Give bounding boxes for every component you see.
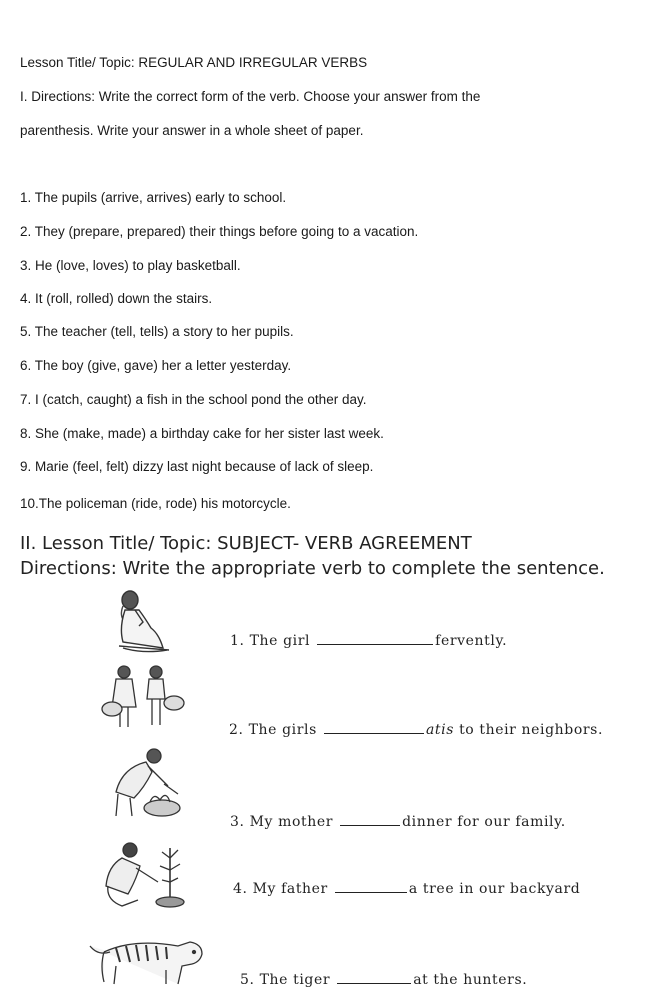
directions-agreement: Directions: Write the appropriate verb to complete the sentence. — [20, 558, 605, 579]
agreement-item-5-end: at the hunters. — [413, 972, 528, 988]
agreement-item-3-end: dinner for our family. — [402, 814, 566, 830]
verb-item-4: 4. It (roll, rolled) down the stairs. — [20, 291, 213, 306]
verb-item-5: 5. The teacher (tell, tells) a story to her pupils. — [20, 324, 294, 339]
lesson-title-agreement: II. Lesson Title/ Topic: SUBJECT- VERB AGREEMENT — [20, 533, 472, 554]
directions-line-2: parenthesis. Write your answer in a whole sheet of paper. — [20, 123, 364, 138]
answer-blank-3[interactable] — [340, 813, 400, 826]
agreement-item-4-end: a tree in our backyard — [408, 881, 581, 897]
agreement-item-1-end: fervently. — [435, 633, 508, 649]
verb-item-10: 10.The policeman (ride, rode) his motorcycle. — [20, 496, 291, 511]
verb-item-6: 6. The boy (give, gave) her a letter yesterday. — [20, 358, 292, 373]
verb-item-2: 2. They (prepare, prepared) their things before going to a vacation. — [20, 224, 419, 239]
verb-item-1: 1. The pupils (arrive, arrives) early to school. — [20, 190, 287, 205]
agreement-item-2-end: to their neighbors. — [454, 722, 603, 738]
agreement-item-2-start: 2. The girls — [229, 722, 317, 738]
agreement-item-5-start: 5. The tiger — [240, 972, 331, 988]
agreement-item-1-start: 1. The girl — [230, 633, 311, 649]
verb-item-3: 3. He (love, loves) to play basketball. — [20, 258, 241, 273]
lesson-title-verbs: Lesson Title/ Topic: REGULAR AND IRREGULAR VERBS — [20, 55, 368, 70]
agreement-item-2 — [229, 721, 603, 738]
tiger-icon — [86, 926, 210, 988]
verb-item-8: 8. She (make, made) a birthday cake for her sister last week. — [20, 426, 384, 441]
agreement-item-3-start: 3. My mother — [230, 814, 334, 830]
mother-cooking-icon — [104, 746, 186, 826]
answer-blank-5[interactable] — [337, 971, 411, 984]
agreement-item-2-italic: atis — [425, 722, 455, 738]
girls-with-baskets-icon — [100, 663, 190, 733]
directions-line-1: I. Directions: Write the correct form of the verb. Choose your answer from the — [20, 89, 481, 104]
verb-item-7: 7. I (catch, caught) a fish in the school pond the other day. — [20, 392, 367, 407]
answer-blank-1[interactable] — [317, 632, 433, 645]
girl-praying-icon — [105, 588, 175, 656]
answer-blank-2[interactable] — [324, 721, 424, 734]
agreement-item-5 — [240, 971, 527, 988]
agreement-item-3 — [230, 813, 566, 830]
agreement-item-4-start: 4. My father — [233, 881, 328, 897]
agreement-item-1 — [230, 632, 507, 649]
agreement-item-4 — [233, 880, 580, 897]
father-planting-icon — [100, 838, 192, 914]
verb-item-9: 9. Marie (feel, felt) dizzy last night because of lack of sleep. — [20, 459, 374, 474]
answer-blank-4[interactable] — [335, 880, 407, 893]
